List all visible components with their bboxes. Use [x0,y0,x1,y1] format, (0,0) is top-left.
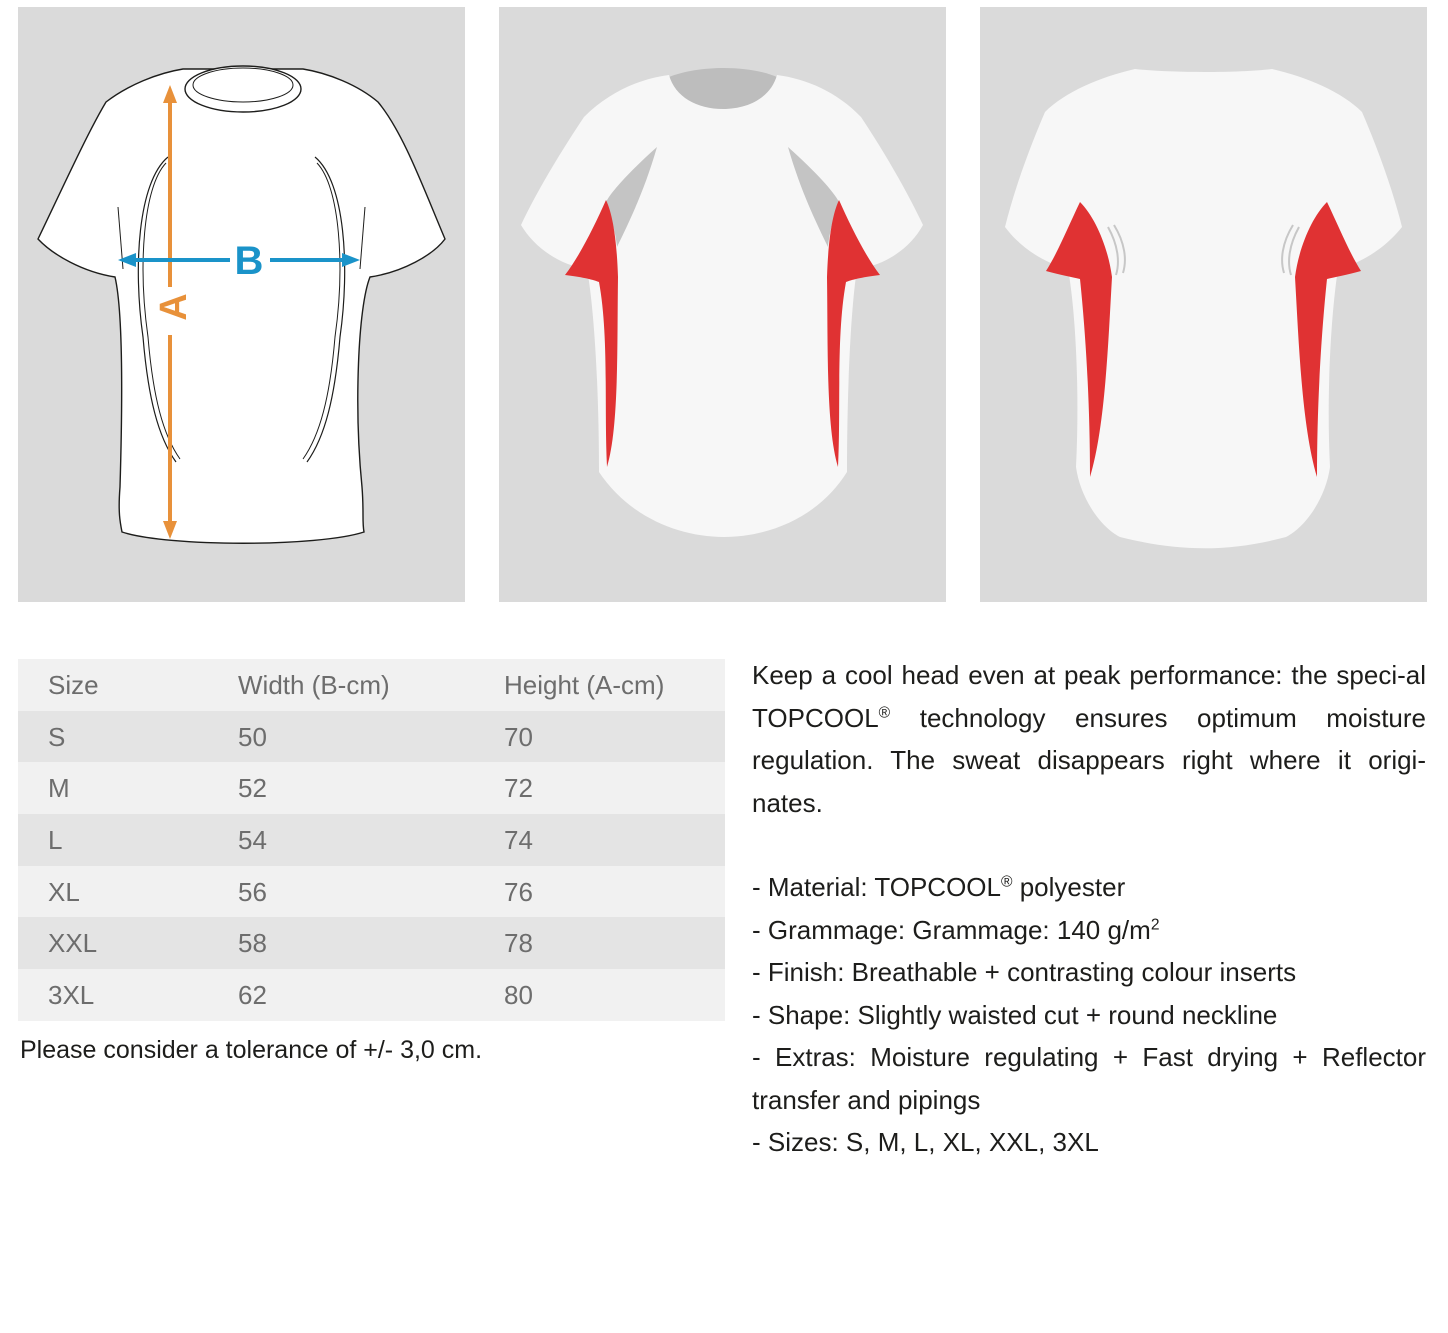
cell-size: M [48,773,70,804]
table-row [18,866,725,918]
cell-size: 3XL [48,979,95,1010]
back-view-panel [980,7,1427,602]
label-a: A [153,293,195,321]
cell-size: S [48,721,66,752]
grammage-exponent: 2 [1150,915,1160,933]
cell-height: 76 [504,876,533,907]
label-b: B [234,239,264,283]
front-view-panel [499,7,946,602]
table-row [18,814,725,866]
cell-height: 78 [504,928,533,959]
cell-width: 58 [238,928,267,959]
description-intro: Keep a cool head even at peak performance: the speci-al TOPCOOL® technology ensures optimum moisture regulation. The sweat disappears right where it origi-nates. [752,660,1426,818]
table-row [18,917,725,969]
header-height: Height (A-cm) [504,669,665,700]
cell-height: 72 [504,773,533,804]
spec-sizes: - Sizes: S, M, L, XL, XXL, 3XL [752,1127,1099,1157]
table-header-row [18,659,725,711]
cell-height: 70 [504,721,533,752]
back-body [1005,69,1402,548]
cell-size: XXL [48,928,98,959]
header-width: Width (B-cm) [238,669,390,700]
shirt-front-image [499,7,946,602]
cell-height: 80 [504,979,533,1010]
spec-extras: - Extras: Moisture regulating + Fast drying + Reflector transfer and pipings [752,1042,1426,1115]
neckline [185,66,301,112]
cell-size: XL [48,876,80,907]
spec-material: - Material: TOPCOOL® polyester [752,872,1126,902]
table-row [18,969,725,1021]
shirt-outline [38,69,445,543]
front-body [521,75,923,537]
registered-mark: ® [1001,873,1013,891]
shirt-outline-diagram [18,7,465,602]
cell-width: 54 [238,824,267,855]
tolerance-note: Please consider a tolerance of +/- 3,0 cm. [20,1036,483,1064]
cell-width: 56 [238,876,267,907]
shirt-back-image [980,7,1427,602]
cell-height: 74 [504,824,533,855]
spec-list [752,866,1426,1164]
table-row [18,711,725,763]
size-table [18,659,725,1021]
table-row [18,762,725,814]
cell-width: 62 [238,979,267,1010]
cell-width: 52 [238,773,267,804]
cell-width: 50 [238,721,267,752]
header-size: Size [48,669,99,700]
spec-finish: - Finish: Breathable + contrasting colour inserts [752,957,1297,987]
measurement-diagram-panel [18,7,465,602]
cell-size: L [48,824,63,855]
registered-mark: ® [878,703,891,721]
product-description [752,654,1426,1164]
spec-shape: - Shape: Slightly waisted cut + round neckline [752,999,1278,1030]
spec-grammage: - Grammage: Grammage: 140 $g/m^2$ [752,914,1160,945]
